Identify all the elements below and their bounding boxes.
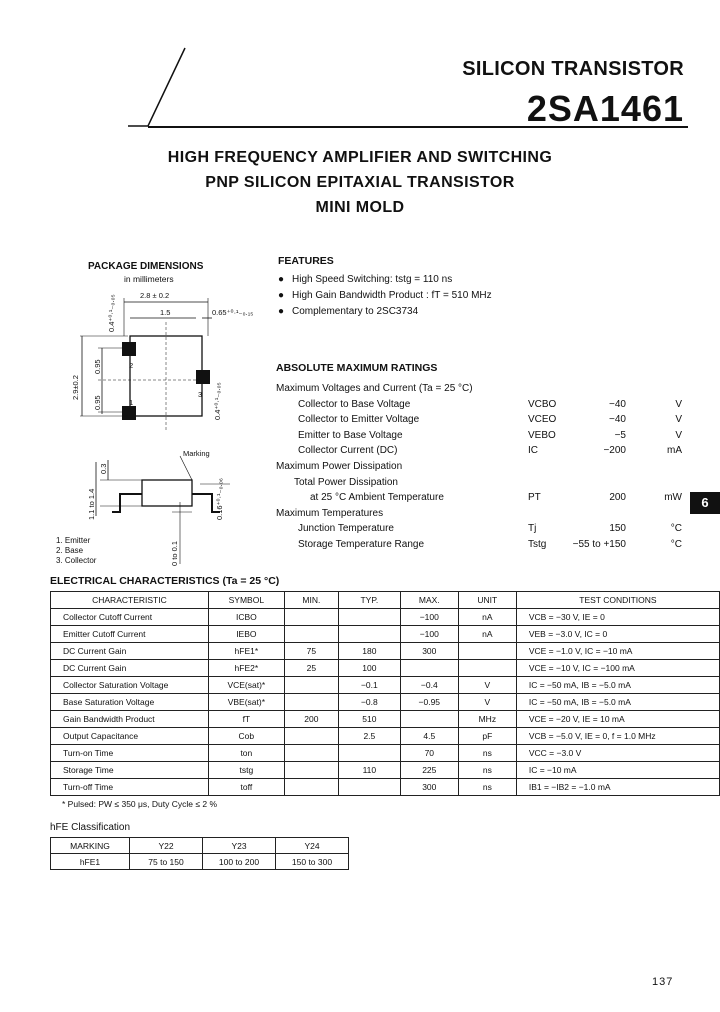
table-cell: Gain Bandwidth Product bbox=[51, 711, 209, 728]
page-number: 137 bbox=[652, 976, 674, 988]
abs-max-label: Maximum Power Dissipation bbox=[276, 461, 403, 472]
table-cell: Y22 bbox=[130, 838, 203, 854]
table-cell bbox=[338, 626, 400, 643]
table-cell: −100 bbox=[400, 609, 458, 626]
table-cell: VCC = −3.0 V bbox=[516, 745, 719, 762]
dim-lead-top: 0.4⁺⁰·¹₋₀.₀₅ bbox=[107, 294, 116, 332]
abs-max-label: Maximum Temperatures bbox=[276, 508, 384, 519]
table-cell: Base Saturation Voltage bbox=[51, 694, 209, 711]
table-cell bbox=[458, 660, 516, 677]
features-title: FEATURES bbox=[278, 255, 334, 267]
bullet-icon: ● bbox=[278, 306, 285, 317]
table-row bbox=[51, 711, 720, 728]
subtitle-line-1: HIGH FREQUENCY AMPLIFIER AND SWITCHING bbox=[167, 149, 553, 166]
abs-max-unit: mW bbox=[664, 492, 682, 503]
table-cell: DC Current Gain bbox=[51, 660, 209, 677]
table-cell bbox=[400, 660, 458, 677]
table-cell: toff bbox=[208, 779, 284, 796]
subtitle-line-3: MINI MOLD bbox=[315, 199, 405, 216]
abs-max-label: Storage Temperature Range bbox=[298, 539, 425, 550]
subtitle-line-2: PNP SILICON EPITAXIAL TRANSISTOR bbox=[205, 174, 515, 191]
abs-max-value: −55 to +150 bbox=[572, 539, 626, 550]
table-cell: ns bbox=[458, 762, 516, 779]
table-row bbox=[51, 660, 720, 677]
table-cell: 180 bbox=[338, 643, 400, 660]
table-cell: −100 bbox=[400, 626, 458, 643]
table-cell bbox=[458, 643, 516, 660]
table-cell: VBE(sat)* bbox=[208, 694, 284, 711]
pin-list-item: 3. Collector bbox=[56, 556, 97, 565]
table-cell: 300 bbox=[400, 643, 458, 660]
lead-3 bbox=[196, 370, 210, 384]
dim-height-total: 2.9±0.2 bbox=[71, 375, 80, 400]
table-cell: 75 to 150 bbox=[130, 854, 203, 870]
table-cell: pF bbox=[458, 728, 516, 745]
table-cell: −0.95 bbox=[400, 694, 458, 711]
table-cell: 200 bbox=[284, 711, 338, 728]
abs-max-value: 200 bbox=[609, 492, 626, 503]
column-header: SYMBOL bbox=[208, 592, 284, 609]
dim-pitch-a: 0.95 bbox=[93, 359, 102, 374]
dim-width-total: 2.8 ± 0.2 bbox=[140, 291, 170, 300]
table-cell bbox=[338, 745, 400, 762]
part-number: 2SA1461 bbox=[526, 88, 684, 129]
table-cell: 70 bbox=[400, 745, 458, 762]
pulse-note: * Pulsed: PW ≤ 350 μs, Duty Cycle ≤ 2 % bbox=[62, 799, 218, 809]
table-cell: Storage Time bbox=[51, 762, 209, 779]
table-cell: Turn-off Time bbox=[51, 779, 209, 796]
table-cell: ton bbox=[208, 745, 284, 762]
table-cell: hFE2* bbox=[208, 660, 284, 677]
table-cell: 110 bbox=[338, 762, 400, 779]
abs-max-symbol: IC bbox=[528, 445, 538, 456]
table-cell: 300 bbox=[400, 779, 458, 796]
table-cell bbox=[284, 779, 338, 796]
table-cell: nA bbox=[458, 609, 516, 626]
table-row bbox=[51, 626, 720, 643]
pin-number-3: 3 bbox=[198, 390, 203, 399]
table-cell bbox=[338, 779, 400, 796]
abs-max-unit: °C bbox=[670, 523, 682, 534]
table-row bbox=[51, 745, 720, 762]
table-cell: MHz bbox=[458, 711, 516, 728]
hfe-classification-table bbox=[50, 837, 349, 870]
table-cell: Cob bbox=[208, 728, 284, 745]
abs-max-unit: V bbox=[675, 399, 682, 410]
abs-max-symbol: Tstg bbox=[528, 539, 547, 550]
table-row bbox=[51, 677, 720, 694]
dim-lead-pitch: 1.5 bbox=[160, 308, 171, 317]
abs-max-symbol: VCEO bbox=[528, 414, 557, 425]
table-cell: ns bbox=[458, 779, 516, 796]
abs-max-symbol: PT bbox=[528, 492, 541, 503]
table-cell: VEB = −3.0 V, IC = 0 bbox=[516, 626, 719, 643]
table-cell: Y24 bbox=[276, 838, 349, 854]
package-units: in millimeters bbox=[124, 274, 174, 284]
feature-item: ● High Speed Switching: tstg = 110 ns bbox=[278, 274, 453, 285]
table-cell bbox=[284, 762, 338, 779]
table-cell: VCE = −1.0 V, IC = −10 mA bbox=[516, 643, 719, 660]
table-cell: IC = −50 mA, IB = −5.0 mA bbox=[516, 694, 719, 711]
table-cell: −0.4 bbox=[400, 677, 458, 694]
table-row bbox=[51, 643, 720, 660]
feature-item: ● Complementary to 2SC3734 bbox=[278, 306, 419, 317]
section-tab: 6 bbox=[690, 492, 720, 514]
dim-body-side: 0.65⁺⁰·¹₋₀.₁₅ bbox=[212, 308, 254, 317]
dim-pitch-b: 0.95 bbox=[93, 395, 102, 410]
table-cell: IC = −50 mA, IB = −5.0 mA bbox=[516, 677, 719, 694]
abs-max-symbol: VCBO bbox=[528, 399, 557, 410]
table-cell: −0.1 bbox=[338, 677, 400, 694]
table-cell: hFE1* bbox=[208, 643, 284, 660]
table-cell bbox=[338, 609, 400, 626]
table-cell: VCB = −30 V, IE = 0 bbox=[516, 609, 719, 626]
column-header: TEST CONDITIONS bbox=[516, 592, 719, 609]
column-header: MIN. bbox=[284, 592, 338, 609]
table-row bbox=[51, 728, 720, 745]
abs-max-label: Total Power Dissipation bbox=[294, 477, 398, 488]
abs-max-value: 150 bbox=[609, 523, 626, 534]
package-dimensions-title: PACKAGE DIMENSIONS bbox=[88, 261, 204, 272]
bullet-icon: ● bbox=[278, 274, 285, 285]
dim-lead-right: 0.4⁺⁰·¹₋₀.₀₅ bbox=[213, 382, 222, 420]
table-cell: Turn-on Time bbox=[51, 745, 209, 762]
table-header-row bbox=[51, 592, 720, 609]
abs-max-unit: °C bbox=[670, 539, 682, 550]
table-cell: 100 bbox=[338, 660, 400, 677]
table-cell: V bbox=[458, 677, 516, 694]
table-cell: 2.5 bbox=[338, 728, 400, 745]
table-cell: VCE = −20 V, IE = 10 mA bbox=[516, 711, 719, 728]
pin-list-item: 1. Emitter bbox=[56, 536, 91, 545]
table-cell: Output Capacitance bbox=[51, 728, 209, 745]
table-row bbox=[51, 694, 720, 711]
table-cell: MARKING bbox=[51, 838, 130, 854]
electrical-table bbox=[50, 591, 720, 796]
table-cell: IC = −10 mA bbox=[516, 762, 719, 779]
abs-max-value: −40 bbox=[609, 399, 626, 410]
table-cell: nA bbox=[458, 626, 516, 643]
table-cell: Collector Saturation Voltage bbox=[51, 677, 209, 694]
dim-body-height: 1.1 to 1.4 bbox=[87, 488, 96, 520]
electrical-title: ELECTRICAL CHARACTERISTICS (Ta = 25 °C) bbox=[50, 575, 280, 587]
table-cell: V bbox=[458, 694, 516, 711]
table-cell: ICBO bbox=[208, 609, 284, 626]
table-cell: Y23 bbox=[203, 838, 276, 854]
bullet-icon: ● bbox=[278, 290, 285, 301]
table-cell: fT bbox=[208, 711, 284, 728]
abs-max-value: −200 bbox=[603, 445, 626, 456]
table-cell: 100 to 200 bbox=[203, 854, 276, 870]
pin-number-2: 2 bbox=[129, 361, 134, 370]
abs-max-value: −5 bbox=[614, 430, 626, 441]
table-cell: 150 to 300 bbox=[276, 854, 349, 870]
abs-max-label: Collector to Base Voltage bbox=[298, 399, 411, 410]
table-cell: VCE = −10 V, IC = −100 mA bbox=[516, 660, 719, 677]
abs-max-label: Collector Current (DC) bbox=[298, 445, 398, 456]
table-cell: tstg bbox=[208, 762, 284, 779]
column-header: TYP. bbox=[338, 592, 400, 609]
table-cell bbox=[284, 694, 338, 711]
table-cell: IEBO bbox=[208, 626, 284, 643]
table-cell bbox=[284, 677, 338, 694]
table-cell: 4.5 bbox=[400, 728, 458, 745]
abs-max-value: −40 bbox=[609, 414, 626, 425]
table-cell bbox=[284, 728, 338, 745]
table-cell: VCE(sat)* bbox=[208, 677, 284, 694]
table-row bbox=[51, 854, 349, 870]
column-header: CHARACTERISTIC bbox=[51, 592, 209, 609]
column-header: UNIT bbox=[458, 592, 516, 609]
package-body-side-view bbox=[142, 480, 192, 506]
feature-item: ● High Gain Bandwidth Product : fT = 510 MHz bbox=[278, 290, 492, 301]
table-cell: 25 bbox=[284, 660, 338, 677]
abs-max-label: Maximum Voltages and Current (Ta = 25 °C) bbox=[276, 383, 473, 394]
pin-list-item: 2. Base bbox=[56, 546, 84, 555]
lead-2 bbox=[122, 342, 136, 356]
table-cell: ns bbox=[458, 745, 516, 762]
column-header: MAX. bbox=[400, 592, 458, 609]
lead-1 bbox=[122, 406, 136, 420]
table-cell: DC Current Gain bbox=[51, 643, 209, 660]
abs-max-unit: mA bbox=[667, 445, 682, 456]
table-row bbox=[51, 838, 349, 854]
table-row bbox=[51, 609, 720, 626]
pin-number-1: 1 bbox=[129, 398, 134, 407]
table-cell: 225 bbox=[400, 762, 458, 779]
abs-max-unit: V bbox=[675, 430, 682, 441]
table-cell bbox=[284, 745, 338, 762]
table-cell bbox=[400, 711, 458, 728]
abs-max-label: Collector to Emitter Voltage bbox=[298, 414, 420, 425]
abs-max-label: at 25 °C Ambient Temperature bbox=[310, 492, 444, 503]
table-cell: IB1 = −IB2 = −1.0 mA bbox=[516, 779, 719, 796]
doc-category-title: SILICON TRANSISTOR bbox=[462, 58, 684, 80]
abs-max-symbol: Tj bbox=[528, 523, 537, 534]
table-cell: 510 bbox=[338, 711, 400, 728]
dim-lead-thickness: 0.16⁺⁰·¹₋₀.₀₆ bbox=[215, 478, 224, 520]
table-row bbox=[51, 779, 720, 796]
hfe-classification-title: hFE Classification bbox=[50, 822, 131, 833]
dim-standoff: 0 to 0.1 bbox=[170, 540, 179, 566]
abs-max-label: Emitter to Base Voltage bbox=[298, 430, 403, 441]
table-cell: 75 bbox=[284, 643, 338, 660]
table-cell bbox=[284, 609, 338, 626]
abs-max-symbol: VEBO bbox=[528, 430, 556, 441]
table-cell: hFE1 bbox=[51, 854, 130, 870]
abs-max-label: Junction Temperature bbox=[298, 523, 394, 534]
table-row bbox=[51, 762, 720, 779]
table-cell: VCB = −5.0 V, IE = 0, f = 1.0 MHz bbox=[516, 728, 719, 745]
abs-max-unit: V bbox=[675, 414, 682, 425]
dim-thickness-top: 0.3 bbox=[99, 463, 108, 474]
table-cell: Emitter Cutoff Current bbox=[51, 626, 209, 643]
table-cell bbox=[284, 626, 338, 643]
marking-label: Marking bbox=[183, 449, 210, 458]
table-cell: Collector Cutoff Current bbox=[51, 609, 209, 626]
abs-max-title: ABSOLUTE MAXIMUM RATINGS bbox=[276, 362, 438, 374]
table-cell: −0.8 bbox=[338, 694, 400, 711]
